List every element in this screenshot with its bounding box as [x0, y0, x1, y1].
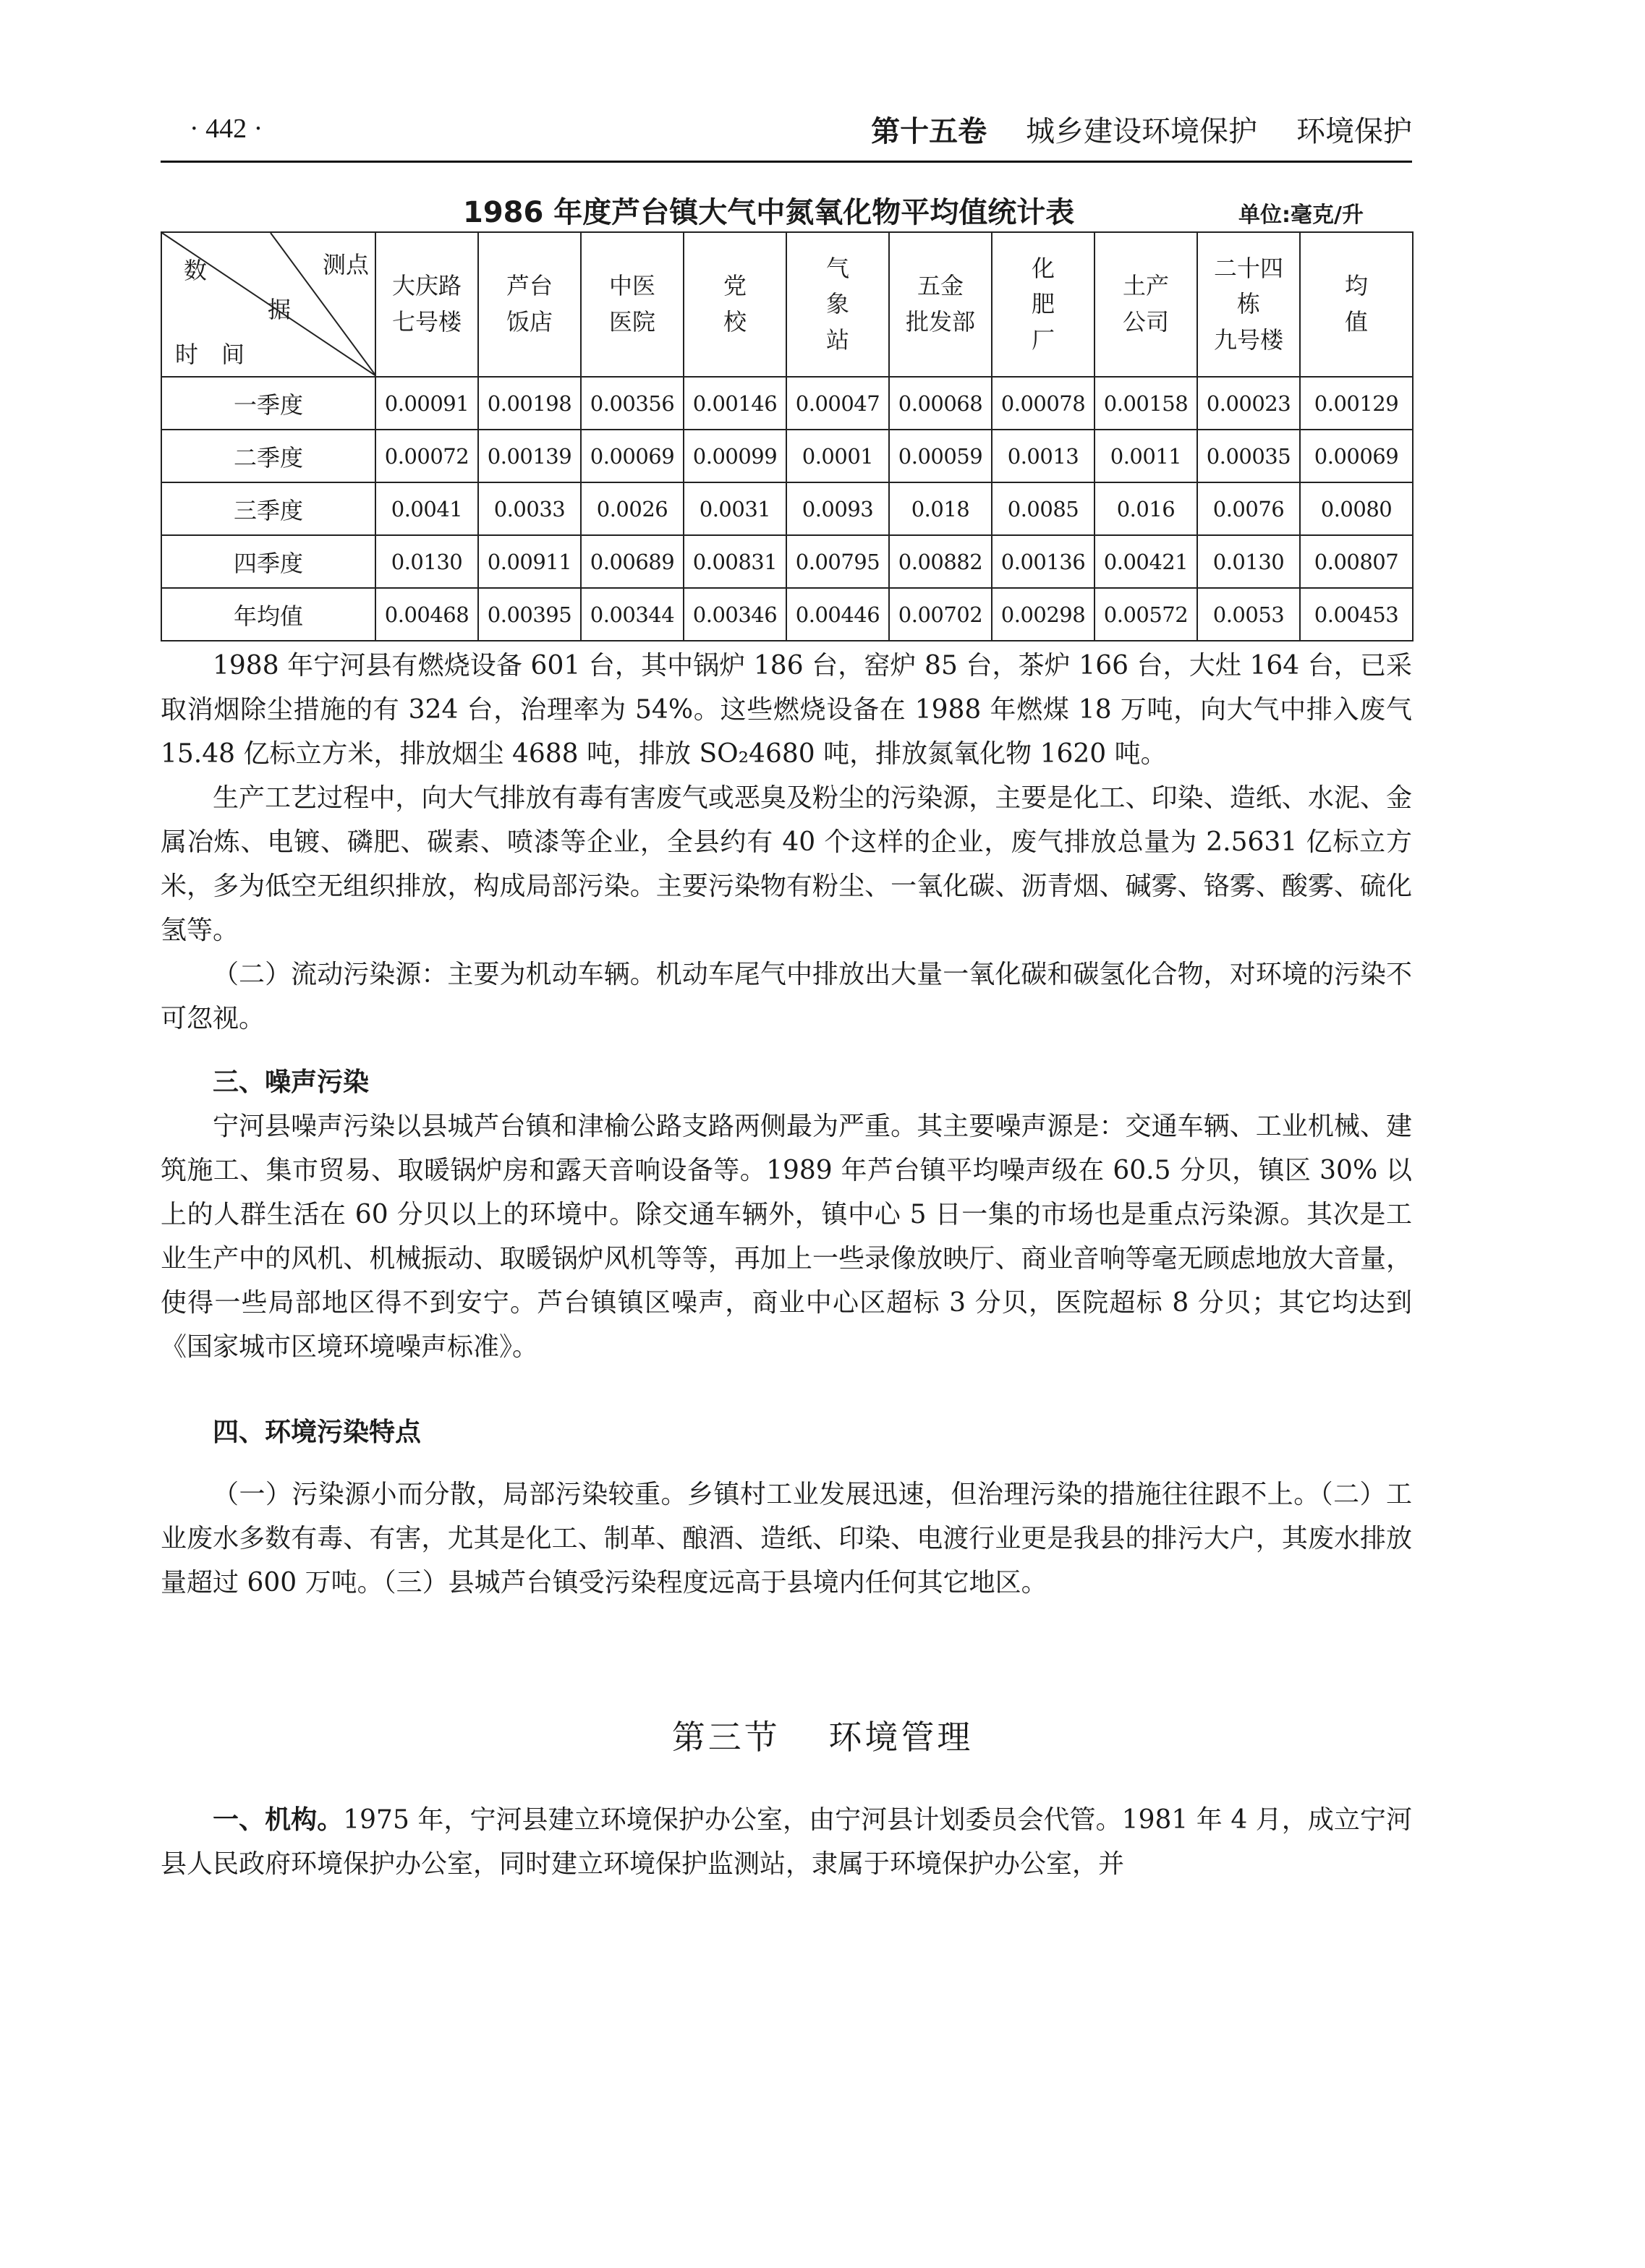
paragraph-mobile-source: （二）流动污染源：主要为机动车辆。机动车尾气中排放出大量一氧化碳和碳氢化合物，对环境的污染不可忽视。 — [161, 960, 1412, 1033]
table-cell: 0.0076 — [1197, 482, 1300, 535]
column-header-line: 栋 — [1236, 290, 1260, 318]
table-cell: 0.00068 — [889, 377, 992, 430]
body-text-noise — [161, 1104, 1412, 1369]
column-header-line: 芦台 — [506, 272, 553, 300]
body-text-upper — [161, 644, 1412, 1041]
column-header-line: 校 — [723, 308, 747, 336]
section-title — [0, 1711, 1645, 1759]
table-cell: 0.00453 — [1300, 588, 1413, 641]
table-cell: 0.00446 — [786, 588, 889, 641]
table-cell: 0.00702 — [889, 588, 992, 641]
table-cell: 0.016 — [1094, 482, 1197, 535]
table-cell: 0.00468 — [375, 588, 478, 641]
table-cell: 0.00395 — [478, 588, 581, 641]
table-cell: 0.00035 — [1197, 430, 1300, 482]
table-cell: 0.00139 — [478, 430, 581, 482]
column-header-line: 饭店 — [506, 308, 553, 336]
organization-lead: 一、机构。 — [213, 1805, 344, 1835]
column-header-line: 二十四 — [1213, 254, 1283, 282]
column-header — [1094, 232, 1197, 377]
table-cell: 0.00129 — [1300, 377, 1413, 430]
row-label: 一季度 — [161, 377, 375, 430]
row-label: 二季度 — [161, 430, 375, 482]
column-header-line: 站 — [825, 325, 849, 354]
column-header-line: 土产 — [1122, 272, 1169, 300]
column-header — [1197, 232, 1300, 377]
table-cell: 0.0085 — [992, 482, 1094, 535]
table-cell: 0.00346 — [684, 588, 786, 641]
volume-label: 第十五卷 — [871, 115, 987, 148]
section-name: 环境管理 — [828, 1718, 974, 1757]
table-cell: 0.00882 — [889, 535, 992, 588]
table-cell: 0.00356 — [581, 377, 684, 430]
table-cell: 0.00078 — [992, 377, 1094, 430]
corner-label-data-a: 数 — [184, 257, 208, 284]
header-divider — [161, 161, 1412, 163]
table-cell: 0.00344 — [581, 588, 684, 641]
column-header — [889, 232, 992, 377]
table-row — [161, 482, 1413, 535]
column-header-line: 九号楼 — [1213, 325, 1283, 354]
column-header-line: 厂 — [1031, 325, 1055, 354]
column-header-line: 均 — [1344, 272, 1368, 300]
table-cell: 0.00807 — [1300, 535, 1413, 588]
table-body — [161, 377, 1413, 641]
column-header-line: 肥 — [1031, 290, 1055, 318]
table-cell: 0.00047 — [786, 377, 889, 430]
running-head-title — [871, 108, 1412, 150]
column-header-line: 医院 — [608, 308, 655, 336]
table-cell: 0.00136 — [992, 535, 1094, 588]
table-cell: 0.0093 — [786, 482, 889, 535]
column-header — [786, 232, 889, 377]
table-cell: 0.00069 — [581, 430, 684, 482]
table-cell: 0.00023 — [1197, 377, 1300, 430]
column-header — [1300, 232, 1413, 377]
section-number: 第三节 — [671, 1718, 781, 1757]
column-header-line: 大庆路 — [391, 272, 462, 300]
table-cell: 0.0026 — [581, 482, 684, 535]
heading-noise: 三、噪声污染 — [213, 1067, 370, 1097]
table-cell: 0.00795 — [786, 535, 889, 588]
table-cell: 0.00831 — [684, 535, 786, 588]
table-cell: 0.018 — [889, 482, 992, 535]
table-cell: 0.00072 — [375, 430, 478, 482]
paragraph-noise: 宁河县噪声污染以县城芦台镇和津榆公路支路两侧最为严重。其主要噪声源是：交通车辆、工业机械、建筑施工、集市贸易、取暖锅炉房和露天音响设备等。1989 年芦台镇平均噪声级在 60.5 分贝，镇区 30% 以上的人群生活在 60 分贝以上的环境中。除交通车辆外，镇中心 5 日一集的市场也是重点污染源。其次是工业生产中的风机、机械振动、取暖锅炉风机等等，再加上一些录像放映厅、商业音响等毫无顾虑地放大音量，使得一些局部地区得不到安宁。芦台镇镇区噪声，商业中心区超标 3 分贝，医院超标 8 分贝；其它均达到《国家城市区境环境噪声标准》。 — [161, 1112, 1412, 1362]
running-header — [161, 108, 1412, 152]
paragraph-features: （一）污染源小而分散，局部污染较重。乡镇村工业发展迅速，但治理污染的措施往往跟不上。（二）工业废水多数有毒、有害，尤其是化工、制革、酿酒、造纸、印染、电渡行业更是我县的排污大户，其废水排放量超过 600 万吨。（三）县城芦台镇受污染程度远高于县境内任何其它地区。 — [161, 1480, 1412, 1598]
corner-label-time: 时 间 — [175, 341, 245, 368]
column-header — [478, 232, 581, 377]
table-header-row — [161, 232, 1413, 377]
organization-text: 1975 年，宁河县建立环境保护办公室，由宁河县计划委员会代管。1981 年 4 月，成立宁河县人民政府环境保护办公室，同时建立环境保护监测站，隶属于环境保护办公室，并 — [161, 1805, 1412, 1879]
table-row — [161, 588, 1413, 641]
column-header-line: 批发部 — [905, 308, 975, 336]
section-label: 环境保护 — [1296, 115, 1412, 148]
table-title: 1986 年度芦台镇大气中氮氧化物平均值统计表 — [463, 196, 1075, 229]
table-cell: 0.00198 — [478, 377, 581, 430]
row-label: 四季度 — [161, 535, 375, 588]
table-cell: 0.00099 — [684, 430, 786, 482]
column-header-line: 七号楼 — [391, 308, 462, 336]
column-header-line: 党 — [723, 272, 747, 300]
heading-pollution-features: 四、环境污染特点 — [213, 1418, 422, 1447]
row-label: 三季度 — [161, 482, 375, 535]
table-row — [161, 377, 1413, 430]
table-cell: 0.00689 — [581, 535, 684, 588]
nox-statistics-table — [161, 231, 1414, 641]
column-header-line: 五金 — [917, 272, 964, 300]
column-header-line: 中医 — [608, 272, 655, 300]
page-number: · 442 · — [190, 114, 263, 144]
table-cell: 0.0031 — [684, 482, 786, 535]
table-cell: 0.0041 — [375, 482, 478, 535]
body-text-management — [161, 1798, 1412, 1886]
table-cell: 0.00059 — [889, 430, 992, 482]
chapter-label: 城乡建设环境保护 — [1026, 115, 1258, 148]
table-cell: 0.00421 — [1094, 535, 1197, 588]
table-cell: 0.00146 — [684, 377, 786, 430]
column-header — [992, 232, 1094, 377]
table-cell: 0.0033 — [478, 482, 581, 535]
table-cell: 0.0001 — [786, 430, 889, 482]
table-cell: 0.0053 — [1197, 588, 1300, 641]
table-cell: 0.0130 — [1197, 535, 1300, 588]
table-cell: 0.00069 — [1300, 430, 1413, 482]
column-header-line: 气 — [825, 254, 849, 282]
paragraph-industrial: 生产工艺过程中，向大气排放有毒有害废气或恶臭及粉尘的污染源，主要是化工、印染、造纸、水泥、金属冶炼、电镀、磷肥、碳素、喷漆等企业，全县约有 40 个这样的企业，废气排放总量为 2.5631 亿标立方米，多为低空无组织排放，构成局部污染。主要污染物有粉尘、一氧化碳、沥青烟、碱雾、铬雾、酸雾、硫化氢等。 — [161, 783, 1412, 945]
column-header — [581, 232, 684, 377]
table-row — [161, 535, 1413, 588]
table-cell: 0.00572 — [1094, 588, 1197, 641]
table-unit: 单位:毫克/升 — [1238, 202, 1364, 228]
body-text-features — [161, 1472, 1412, 1605]
column-header — [375, 232, 478, 377]
column-header-line: 化 — [1031, 254, 1055, 282]
paragraph-organization — [161, 1798, 1412, 1886]
table-row — [161, 430, 1413, 482]
column-header-line: 公司 — [1122, 308, 1169, 336]
table-cell: 0.0080 — [1300, 482, 1413, 535]
table-cell: 0.00158 — [1094, 377, 1197, 430]
table-cell: 0.0011 — [1094, 430, 1197, 482]
table-cell: 0.0130 — [375, 535, 478, 588]
column-header-line: 象 — [825, 290, 849, 318]
column-header — [684, 232, 786, 377]
corner-label-data-b: 据 — [268, 296, 292, 323]
table-cell: 0.00911 — [478, 535, 581, 588]
corner-label-station: 测点 — [323, 251, 370, 278]
table-cell: 0.0013 — [992, 430, 1094, 482]
table-corner-cell — [161, 232, 375, 377]
row-label: 年均值 — [161, 588, 375, 641]
column-header-line: 值 — [1344, 308, 1368, 336]
table-cell: 0.00298 — [992, 588, 1094, 641]
paragraph-combustion: 1988 年宁河县有燃烧设备 601 台，其中锅炉 186 台，窑炉 85 台，茶炉 166 台，大灶 164 台，已采取消烟除尘措施的有 324 台，治理率为 54%。这些燃烧设备在 1988 年燃煤 18 万吨，向大气中排入废气 15.48 亿标立方米，排放烟尘 4688 吨，排放 SO₂4680 吨，排放氮氧化物 1620 吨。 — [161, 651, 1412, 769]
table-cell: 0.00091 — [375, 377, 478, 430]
